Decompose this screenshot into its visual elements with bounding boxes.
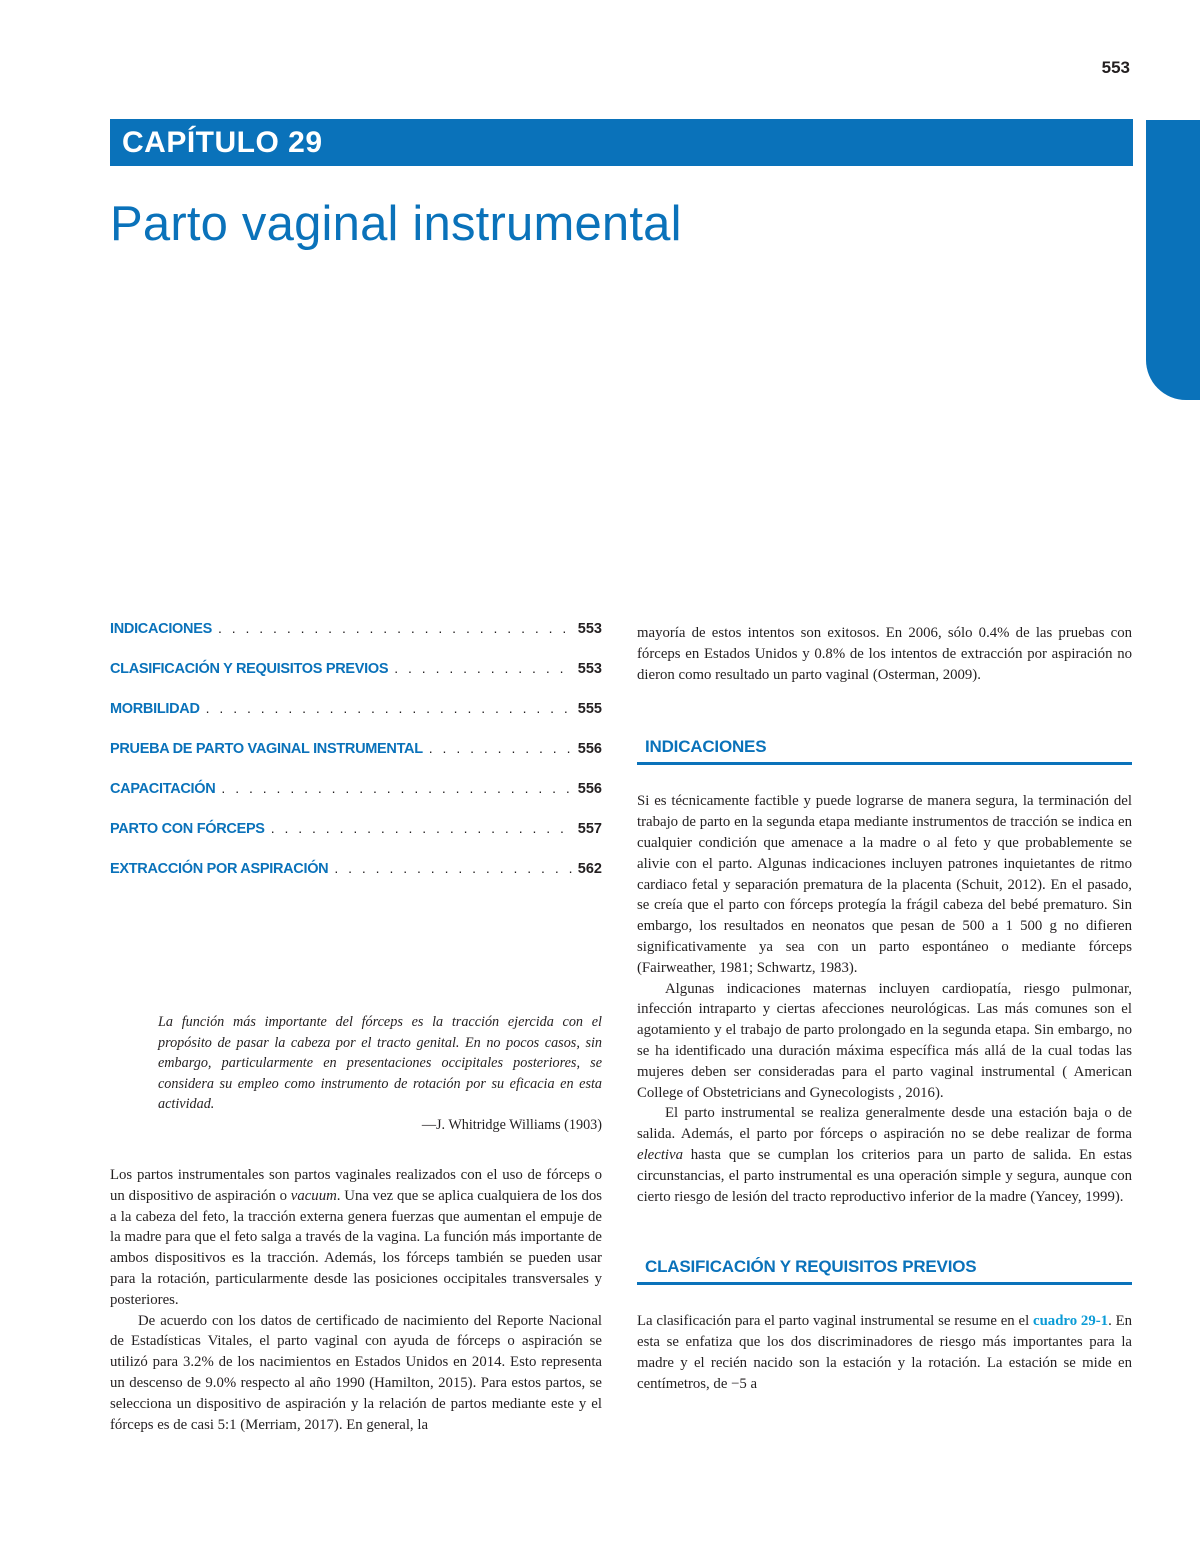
- table-of-contents: [110, 620, 602, 900]
- toc-page: 555: [577, 701, 602, 717]
- chapter-title: Parto vaginal instrumental: [110, 197, 682, 251]
- toc-leader: [429, 740, 572, 756]
- intro-paragraph-2: De acuerdo con los datos de certificado de nacimiento del Reporte Nacional de Estadísticas Vitales, el parto vaginal con ayuda de fórceps o aspiración se utilizó para 3.2% de los nacimientos en Estados Unidos en 2014. Esto representa un descenso de 9.0% respecto al año 1990 (Hamilton, 2015). Para estos partos, se selecciona un dispositivo de aspiración y la relación de partos mediante este y el fórceps es de casi 5:1 (Merriam, 2017). En general, la: [110, 1312, 602, 1433]
- toc-leader: [394, 660, 572, 676]
- text-run: La clasificación para el parto vaginal instrumental se resume en el: [637, 1313, 1033, 1330]
- epigraph-attribution: —J. Whitridge Williams (1903): [421, 1116, 602, 1133]
- text-run: El parto instrumental se realiza generalmente desde una estación baja o de salida. Además, el parto por fórceps o aspiración no se debe realizar de forma: [637, 1105, 1132, 1143]
- left-column: [110, 1165, 602, 1435]
- toc-entry-clasificacion[interactable]: [110, 660, 602, 700]
- toc-page: 553: [577, 621, 602, 637]
- section-heading-indicaciones: INDICACIONES: [637, 735, 1132, 765]
- toc-entry-indicaciones[interactable]: [110, 620, 602, 660]
- toc-leader: [334, 860, 571, 876]
- intro-paragraph-1: [110, 1165, 602, 1311]
- chapter-band: [110, 119, 1133, 166]
- toc-label[interactable]: MORBILIDAD: [110, 701, 200, 717]
- toc-leader: [206, 700, 572, 716]
- toc-leader: [221, 780, 571, 796]
- emphasis-electiva: electiva: [637, 1146, 684, 1163]
- toc-label[interactable]: CAPACITACIÓN: [110, 781, 216, 797]
- toc-entry-prueba[interactable]: [110, 740, 602, 780]
- epigraph: [158, 1012, 602, 1135]
- toc-label[interactable]: PARTO CON FÓRCEPS: [110, 821, 265, 837]
- toc-page: 562: [577, 861, 602, 877]
- toc-entry-forceps[interactable]: [110, 820, 602, 860]
- indicaciones-paragraph-1: Si es técnicamente factible y puede lograrse de manera segura, la terminación del trabajo de parto en la segunda etapa mediante instrumentos de tracción se indica en cualquier condición que amenace a la madre o al feto y que probablemente se alivie con el parto. Algunas indicaciones incluyen patrones inquietantes de ritmo cardiaco fetal y separación prematura de la placenta (Schuit, 2012). En el pasado, se creía que el parto con fórceps protegía la frágil cabeza del bebé prematuro. Sin embargo, los resultados en neonatos que pesan de 500 a 1 500 g no difieren significativamente ya sea con un parto espontáneo o mediante fórceps (Fairweather, 1981; Schwartz, 1983).: [637, 793, 1132, 976]
- toc-page: 557: [577, 821, 602, 837]
- text-run: . Una vez que se aplica cualquiera de los dos a la cabeza del feto, la tracción externa genera fuerzas que aumentan el empuje de la madre para que el feto salga a través de la vagina. La función más importante de ambos dispositivos es la tracción. Además, los fórceps también se pueden usar para la rotación, particularmente desde las posiciones occipitales transversales y posteriores.: [110, 1187, 602, 1308]
- emphasis-vacuum: vacuum: [290, 1187, 337, 1204]
- epigraph-quote: La función más importante del fórceps es la tracción ejercida con el propósito de pasar la cabeza por el tracto genital. En no pocos casos, sin embargo, particularmente en presentaciones occipitales posteriores, se considera su empleo como instrumento de rotación por su eficacia en esta actividad.: [158, 1014, 602, 1112]
- toc-entry-extraccion[interactable]: [110, 860, 602, 900]
- toc-leader: [271, 820, 572, 836]
- text-run: hasta que se cumplan los criterios para un parto de salida. En estas circunstancias, el parto instrumental es una operación simple y segura, aunque con cierto riesgo de lesión del tracto reproductivo inferior de la madre (Yancey, 1999).: [637, 1146, 1132, 1205]
- indicaciones-paragraph-2: Algunas indicaciones maternas incluyen cardiopatía, riesgo pulmonar, infección intraparto y ciertas afecciones neurológicas. Las más comunes son el agotamiento y el trabajo de parto prolongado en la segunda etapa. Sin embargo, no se ha identificado una duración máxima específica más allá de la cual todas las mujeres deben ser consideradas para el parto vaginal instrumental ( American College of Obstetricians and Gynecologists , 2016).: [637, 980, 1132, 1101]
- chapter-label: CAPÍTULO 29: [122, 125, 323, 159]
- right-column: [637, 623, 1132, 1395]
- continued-paragraph: mayoría de estos intentos son exitosos. En 2006, sólo 0.4% de las pruebas con fórceps en Estados Unidos y 0.8% de los intentos de extracción por aspiración no dieron como resultado un parto vaginal (Osterman, 2009).: [637, 625, 1132, 683]
- text-run: . En esta se enfatiza que los dos discriminadores de riesgo más importantes para la madre y el recién nacido son la estación y la rotación. La estación se mide en centímetros, de −5 a: [637, 1313, 1133, 1392]
- toc-entry-capacitacion[interactable]: [110, 780, 602, 820]
- chapter-side-tab: [1146, 120, 1200, 400]
- text-run: Los partos instrumentales son partos vaginales realizados con el uso de fórceps o un dispositivo de aspiración o: [110, 1167, 602, 1204]
- toc-page: 556: [577, 781, 602, 797]
- cuadro-29-1-link[interactable]: cuadro 29-1: [1033, 1313, 1109, 1330]
- toc-entry-morbilidad[interactable]: [110, 700, 602, 740]
- toc-page: 556: [577, 741, 602, 757]
- section-heading-clasificacion: CLASIFICACIÓN Y REQUISITOS PREVIOS: [637, 1255, 1132, 1285]
- clasificacion-paragraph-1: [637, 1311, 1132, 1394]
- indicaciones-paragraph-3: [637, 1103, 1132, 1207]
- toc-leader: [218, 620, 572, 636]
- toc-page: 553: [577, 661, 602, 677]
- toc-label[interactable]: EXTRACCIÓN POR ASPIRACIÓN: [110, 861, 329, 877]
- page-number: 553: [1101, 58, 1130, 77]
- toc-label[interactable]: PRUEBA DE PARTO VAGINAL INSTRUMENTAL: [110, 741, 423, 757]
- toc-label[interactable]: INDICACIONES: [110, 621, 212, 637]
- toc-label[interactable]: CLASIFICACIÓN Y REQUISITOS PREVIOS: [110, 661, 389, 677]
